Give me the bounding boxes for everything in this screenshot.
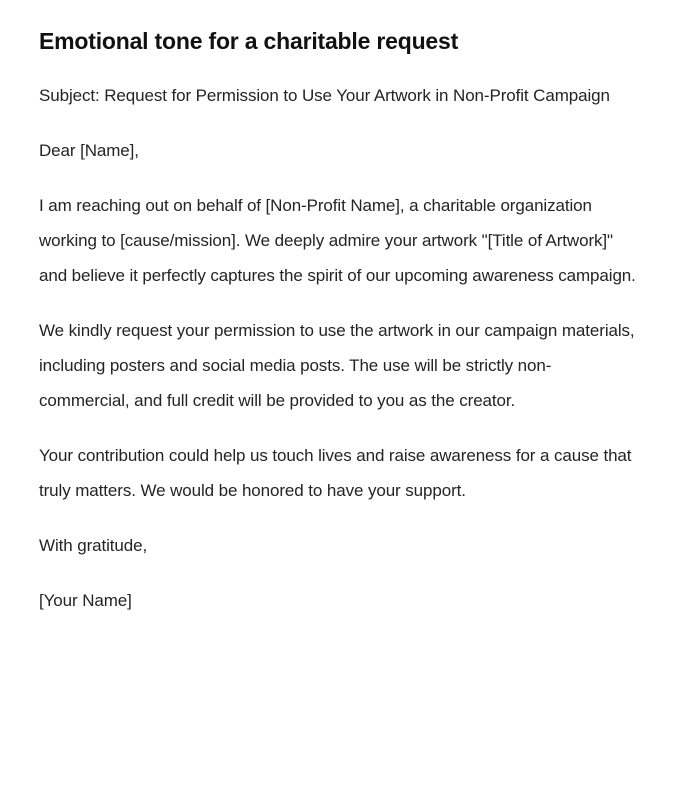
email-body-paragraph-3: Your contribution could help us touch lives and raise awareness for a cause that truly matters. We would be honored to have your support. [39, 445, 632, 500]
email-closing: With gratitude, [39, 535, 148, 555]
email-signature-placeholder: [Your Name] [39, 590, 132, 610]
email-salutation: Dear [Name], [39, 140, 139, 160]
page-title: Emotional tone for a charitable request [39, 28, 459, 54]
email-subject-line: Subject: Request for Permission to Use Your Artwork in Non-Profit Campaign [39, 85, 610, 105]
email-body-paragraph-1: I am reaching out on behalf of [Non-Profit Name], a charitable organization working to [cause/mission]. We deeply admire your artwork "[Title of Artwork]" and believe it perfectly captures the spirit of our upcoming awareness campaign. [39, 195, 636, 285]
email-body-paragraph-2: We kindly request your permission to use the artwork in our campaign materials, including posters and social media posts. The use will be strictly non-commercial, and full credit will be provided to you as the creator. [39, 320, 635, 410]
